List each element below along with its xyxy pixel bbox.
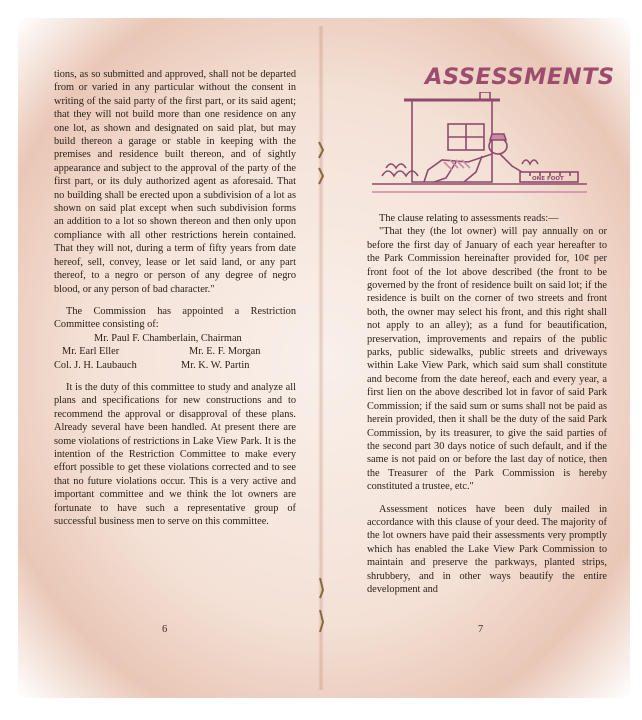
committee-member: Mr. E. F. Morgan [189, 346, 261, 358]
assessment-notices-paragraph: Assessment notices have been duly mailed in accordance with this clause of your deed. The majority of the lot owners have paid their assessments very promptly which has enabled the Lake View Park Commission to maintain and preserve the parkways, planted strips, shrubbery, and in other ways beautify the entire development and [367, 503, 607, 595]
left-page [54, 68, 296, 528]
committee-member: Mr. K. W. Partin [181, 359, 250, 371]
committee-chairman: Mr. Paul F. Chamberlain, Chairman [94, 332, 242, 344]
assessments-illustration [372, 92, 587, 204]
restrictions-paragraph: tions, as so submitted and approved, shall not be departed from or varied in any particular without the consent in writing of the said party of the first part, or its said agent; that they will not build more than one residence on any one lot, as shown and designated on said plat, but may build thereon a garage or stable in keeping with the premises and residence built thereon, and of sightly appearance and subject to the approval of the party of the first part, or its duly authorized agent as aforesaid. That no building shall be erected upon a subdivision of a lot as shown on said plat except when such subdivision forms an addition to a lot so shown thereon and then only upon compliance with all other restrictions herein contained. That they will not, during a term of fifty years from date hereof, sell, convey, lease or let said land, or any part thereof, to a negro or person of any degree of negro blood, or any person of bad character." [54, 69, 296, 295]
assessment-intro: The clause relating to assessments reads:— [379, 213, 559, 224]
committee-members [54, 332, 296, 372]
committee-member: Col. J. H. Laubauch [54, 359, 137, 371]
staple-bottom [316, 576, 326, 636]
committee-duty-paragraph: It is the duty of this committee to study and analyze all plans and specifications for new constructions and to recommend the approval or disapproval of these plans. Already several have been handled. At present there are some violations of restrictions in Lake View Park. It is the intention of the Restriction Committee to make every effort possible to get these violations corrected and to see that no future violations occur. This is a very active and important committee and we think the lot owners are fortunate to have such a representative group of successful business men to serve on this committee. [54, 381, 296, 527]
page-number-left: 6 [162, 624, 168, 635]
right-page [367, 212, 607, 596]
assessment-clause-quote: "That they (the lot owner) will pay annually on or before the first day of January of each year hereafter to the Park Commission hereinafter provided for, 10¢ per front foot of the lot above described (the front to be governed by the front of residence built on said lot; if the residence is built on the corner of two streets and front both, the owner may select his front, and this right shall not apply to an alley); as a fund for beautification, preservation, improvements and repairs of the public parks, public sidewalks, public streets and driveways within Lake View Park, which said sum shall constitute and become from the date hereof, each and every year, a first lien on the above described lot in favor of said Park Commission; if the said sum or sums shall not be paid as herein provided, then it shall be the duty of the said Park Commission, by its treasurer, to give the said parties of the second part 30 days notice of such default, and if the same is not paid on or before the last day of notice, then the Treasurer of the Park Commission is hereby constituted a trustee, etc." [367, 226, 607, 493]
page-title: ASSESSMENTS [425, 64, 615, 90]
staple-top [316, 140, 326, 188]
committee-member: Mr. Earl Eller [62, 346, 120, 358]
illustration-sign-text: ONE FOOT [532, 176, 564, 182]
page-number-right: 7 [478, 624, 484, 635]
committee-intro: The Commission has appointed a Restriction Committee consisting of: [54, 305, 296, 331]
